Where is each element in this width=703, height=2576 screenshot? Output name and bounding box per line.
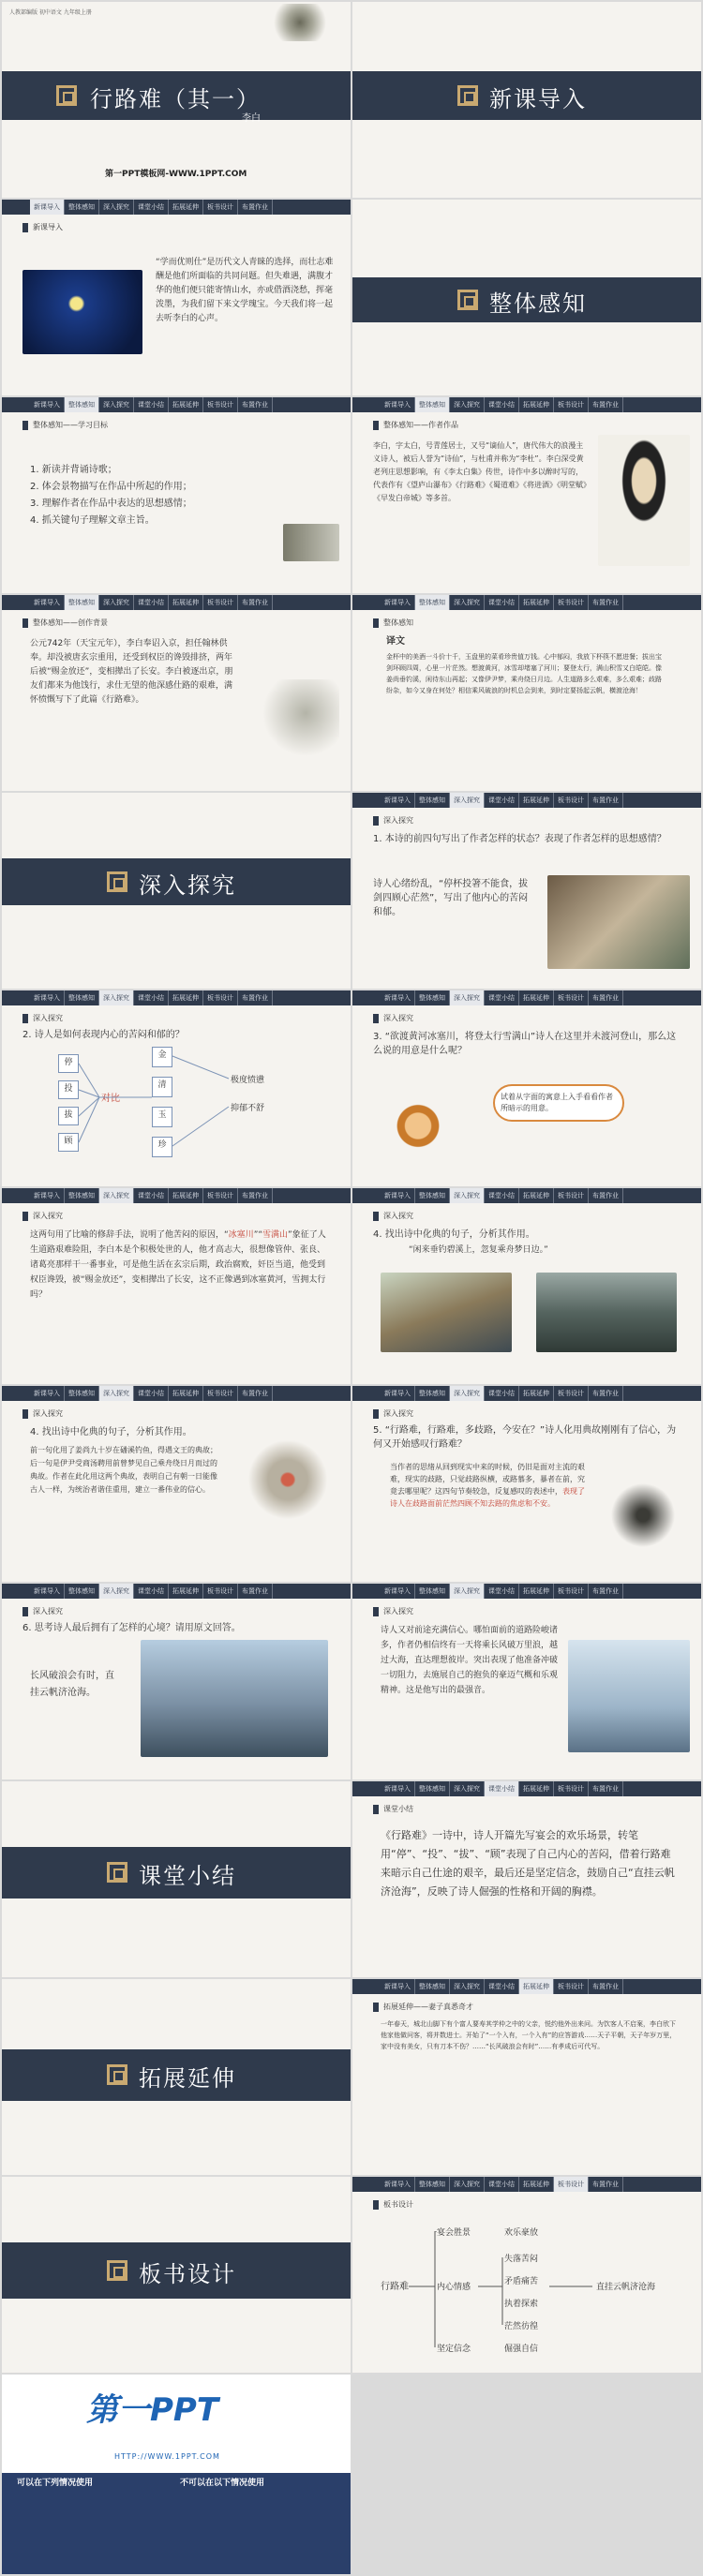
boat-river-image: [536, 1273, 677, 1352]
slide-q3[interactable]: [352, 990, 701, 1186]
slide-tag: 深入探究: [373, 816, 413, 826]
nav-item[interactable]: 拓展延伸: [519, 1386, 554, 1401]
nav-item[interactable]: 板书设计: [203, 1386, 238, 1401]
answer-text: ”“: [253, 1230, 263, 1240]
nav-item[interactable]: 布置作业: [238, 1188, 273, 1203]
board-branch: 坚定信念: [437, 2345, 471, 2354]
slide-tag: 板书设计: [373, 2200, 413, 2210]
section-title: 课堂小结: [139, 1863, 236, 1889]
ad-right-title: 不可以在以下情况使用: [180, 2479, 265, 2488]
nav-item[interactable]: 拓展延伸: [169, 200, 203, 215]
nav-item[interactable]: 课堂小结: [485, 2177, 519, 2192]
banquet-painting: [547, 875, 690, 969]
question-text: 3. “欲渡黄河冰塞川，将登太行雪满山”诗人在这里并未渡河登山，那么这么说的用意是什么呢？: [373, 1032, 677, 1056]
nav-item[interactable]: 布置作业: [589, 1386, 623, 1401]
nav-item[interactable]: 课堂小结: [485, 1979, 519, 1994]
nav-item[interactable]: 新课导入: [381, 793, 415, 808]
nav-item[interactable]: 深入探究: [450, 1188, 485, 1203]
nav-item[interactable]: 整体感知: [65, 397, 99, 412]
nav-item[interactable]: 布置作业: [238, 1386, 273, 1401]
nav-item[interactable]: 课堂小结: [134, 990, 169, 1005]
board-branch: 宴会胜景: [437, 2228, 471, 2238]
nav-item[interactable]: 整体感知: [415, 397, 450, 412]
nav-item[interactable]: 板书设计: [554, 397, 589, 412]
nav-bar: [352, 1584, 701, 1599]
question-text: 4. 找出诗中化典的句子，分析其作用。: [373, 1229, 535, 1240]
sailing-ship-image: [141, 1640, 328, 1757]
plum-blossom-image: [236, 1423, 339, 1564]
lotus-ink-image: [255, 679, 339, 764]
answer-text: 前一句化用了姜尚九十岁在磻溪钓鱼，得遇文王的典故；后一句是伊尹受商汤聘用前曾梦见自己乘舟绕日月而过的典故。作者在此化用这两个典故，表明自己有朝一日能像古人一样，为统治者谐佳重用，建立一番伟业的信心。: [30, 1446, 217, 1494]
verb-box: 停: [58, 1054, 79, 1073]
verb-box: 拔: [58, 1107, 79, 1125]
slide-intro[interactable]: [2, 200, 351, 395]
ad-left-title: 可以在下列情况使用: [17, 2479, 94, 2488]
nav-item[interactable]: 拓展延伸: [169, 1386, 203, 1401]
answer-text: 当作者的思绪从回到现实中来的时候，仍旧是面对主流的艰难，现实的歧路，只觉歧路纵横，或路慕多，暴者在前，究竟去哪里呢？这四句节奏较急，反复感叹的表述中，: [390, 1463, 585, 1496]
slide-tag: 拓展延伸——妻子真悉奇才: [373, 2003, 473, 2012]
nav-item[interactable]: 新课导入: [381, 1584, 415, 1599]
goal-item: 3. 理解作者在作品中表达的思想感情；: [30, 499, 192, 509]
nav-item[interactable]: 新课导入: [30, 595, 65, 610]
nav-bar: [352, 1188, 701, 1203]
nav-item[interactable]: 拓展延伸: [519, 397, 554, 412]
section-title: 板书设计: [139, 2261, 236, 2287]
story-text: 一年春天，城北山脚下有个富人要寿其学仲之中的父亲，悦约他外出来问。为饮客人不启案，李白欣下他家他做问客，将并数进士。开始了“一个入有，一个入有”的应答游戏……天子平朝，天子年岁万里，家中没有美女，只有刀本不伤？……“长风破浪会有时”……有孝成后可代写。: [381, 2020, 677, 2050]
hint-bubble: 试着从字面的寓意上入手看看作者所暗示的用意。: [493, 1084, 624, 1122]
nav-item[interactable]: 新课导入: [381, 1979, 415, 1994]
ppt-url[interactable]: HTTP://WWW.1PPT.COM: [114, 2452, 220, 2461]
ppt-logo: 第一PPT: [86, 2391, 219, 2429]
nav-bar: [352, 2177, 701, 2192]
nav-item[interactable]: 深入探究: [99, 595, 134, 610]
nav-bar: [352, 595, 701, 610]
relation-lines: [77, 1047, 236, 1159]
nav-item[interactable]: 拓展延伸: [519, 793, 554, 808]
knot-icon: [457, 85, 478, 106]
site-watermark: 第一PPT模板网-WWW.1PPT.COM: [105, 170, 247, 179]
slide-extend[interactable]: [352, 1979, 701, 2175]
nav-bar: [2, 1584, 351, 1599]
nav-item[interactable]: 新课导入: [30, 397, 65, 412]
slide-section-deep[interactable]: [2, 793, 351, 989]
knot-icon: [107, 871, 127, 892]
nav-item[interactable]: 布置作业: [238, 200, 273, 215]
slide-q1[interactable]: [352, 793, 701, 989]
verb-box: 投: [58, 1080, 79, 1099]
nav-item[interactable]: 深入探究: [450, 793, 485, 808]
nav-item[interactable]: 布置作业: [589, 595, 623, 610]
plum-branch-image: [598, 1470, 688, 1560]
nav-bar: [2, 1386, 351, 1401]
board-leaf: 茫然彷徨: [504, 2322, 539, 2331]
cartoon-kid-image: [390, 1103, 446, 1169]
slide-translation[interactable]: [352, 595, 701, 791]
slide-tag: 新课导入: [22, 223, 63, 232]
slide-q5[interactable]: [352, 1386, 701, 1582]
nav-item[interactable]: 新课导入: [381, 595, 415, 610]
nav-item[interactable]: 拓展延伸: [169, 1584, 203, 1599]
slide-tag: 深入探究: [22, 1014, 63, 1023]
summary-text: 《行路难》一诗中，诗人开篇先写宴会的欢乐场景，转笔用“停”、“投”、“拔”、“顾”表现了自己内心的苦闷，借着行路难来暗示自己仕途的艰辛，最后还是坚定信念，鼓励自己“直挂云帆济沧海”，反映了诗人倔强的性格和开阔的胸襟。: [381, 1829, 675, 1898]
noun-box: 玉: [152, 1107, 172, 1127]
nav-item[interactable]: 板书设计: [554, 2177, 589, 2192]
question-text: 5. “行路难，行路难，多歧路，今安在？”诗人化用典故刚刚有了信心，为何又开始感叹行路难？: [373, 1425, 677, 1450]
nav-item[interactable]: 课堂小结: [485, 1584, 519, 1599]
nav-item[interactable]: 整体感知: [65, 1584, 99, 1599]
section-title: 整体感知: [489, 290, 587, 317]
slide-tag: 整体感知——学习目标: [22, 421, 108, 430]
nav-item[interactable]: 课堂小结: [485, 1781, 519, 1796]
board-root: 行路难: [381, 2282, 409, 2292]
nav-bar: [352, 397, 701, 412]
slide-tag: 深入探究: [22, 1409, 63, 1419]
nav-bar: [2, 1188, 351, 1203]
nav-item[interactable]: 整体感知: [415, 1188, 450, 1203]
nav-item[interactable]: 深入探究: [450, 397, 485, 412]
question-text: 1. 本诗的前四句写出了作者怎样的状态？表现了作者怎样的思想感情？: [373, 834, 666, 844]
intro-text: “学而优则仕”是历代文人青睐的选择，而壮志难酬是他们所面临的共同问题。但失难遇，满腹才华的他们便只能寄情山水，亦或借酒浇愁，挥毫泼墨，为我们留下来文学瑰宝。今天我们将一起去听李白的心声。: [156, 258, 334, 323]
nav-item[interactable]: 新课导入: [381, 2177, 415, 2192]
highlight-text: 表现了诗人在歧路面前茫然四顾不知去路的焦虑和不安。: [390, 1487, 585, 1508]
slide-summary[interactable]: [352, 1781, 701, 1977]
answer-text: 这两句用了比喻的修辞手法，说明了他苦闷的原因，“: [30, 1230, 229, 1240]
slide-section-overview[interactable]: [352, 200, 701, 395]
nav-item[interactable]: 布置作业: [238, 397, 273, 412]
nav-item[interactable]: 深入探究: [99, 200, 134, 215]
author-text: 李白，字太白，号青莲居士，又号“谪仙人”，唐代伟大的浪漫主义诗人，被后人誉为“诗仙”，与杜甫并称为“李杜”。李白深受黄老列庄思想影响，有《李太白集》传世，诗作中多以醉时写的，代表作有《望庐山瀑布》《行路难》《蜀道难》《将进酒》《明堂赋》《早发白帝城》等多首。: [373, 441, 587, 502]
slide-author[interactable]: [352, 397, 701, 593]
nav-item[interactable]: 整体感知: [65, 595, 99, 610]
nav-item[interactable]: 深入探究: [450, 1584, 485, 1599]
nav-item[interactable]: 拓展延伸: [169, 1188, 203, 1203]
nav-item[interactable]: 布置作业: [589, 397, 623, 412]
nav-item[interactable]: 整体感知: [65, 1386, 99, 1401]
noun-box: 珍: [152, 1137, 172, 1157]
nav-item[interactable]: 课堂小结: [485, 793, 519, 808]
nav-item[interactable]: 深入探究: [450, 595, 485, 610]
nav-item[interactable]: 新课导入: [381, 397, 415, 412]
nav-item[interactable]: 课堂小结: [134, 200, 169, 215]
nav-bar: [2, 990, 351, 1005]
nav-item[interactable]: 布置作业: [238, 595, 273, 610]
nav-item[interactable]: 整体感知: [415, 1584, 450, 1599]
nav-bar: [352, 990, 701, 1005]
slide-q2[interactable]: [2, 990, 351, 1186]
section-title: 新课导入: [489, 86, 587, 112]
nav-item[interactable]: 新课导入: [30, 1188, 65, 1203]
question-text: 6. 思考诗人最后拥有了怎样的心境？请用原文回答。: [22, 1623, 241, 1633]
nav-item[interactable]: 板书设计: [554, 1386, 589, 1401]
ad-slide[interactable]: [2, 2375, 351, 2574]
nav-item[interactable]: 课堂小结: [485, 1386, 519, 1401]
highlight-text: 雪满山: [262, 1230, 289, 1240]
nav-item[interactable]: 布置作业: [589, 793, 623, 808]
plum-branch-decoration: [274, 4, 339, 41]
nav-item[interactable]: 新课导入: [381, 1781, 415, 1796]
board-lines: [409, 2231, 596, 2353]
nav-item[interactable]: 整体感知: [415, 793, 450, 808]
nav-item[interactable]: 拓展延伸: [519, 1979, 554, 1994]
nav-item[interactable]: 拓展延伸: [169, 595, 203, 610]
nav-item[interactable]: 课堂小结: [485, 595, 519, 610]
knot-icon: [107, 2260, 127, 2281]
slide-tag: 整体感知——作者作品: [373, 421, 458, 430]
slide-section-extend[interactable]: [2, 1979, 351, 2175]
nav-item[interactable]: 课堂小结: [134, 595, 169, 610]
slide-tag: 课堂小结: [373, 1805, 413, 1814]
nav-item[interactable]: 整体感知: [415, 1979, 450, 1994]
answer-text: 长风破浪会有时，直挂云帆济沧海。: [30, 1671, 114, 1698]
knot-icon: [457, 290, 478, 310]
nav-item[interactable]: 整体感知: [415, 2177, 450, 2192]
slide-q4[interactable]: [352, 1188, 701, 1384]
nav-item[interactable]: 整体感知: [415, 1386, 450, 1401]
nav-item[interactable]: 板书设计: [203, 200, 238, 215]
nav-item[interactable]: 拓展延伸: [519, 1188, 554, 1203]
nav-item[interactable]: 布置作业: [589, 2177, 623, 2192]
nav-item[interactable]: 新课导入: [381, 990, 415, 1005]
nav-item[interactable]: 拓展延伸: [169, 990, 203, 1005]
nav-item[interactable]: 布置作业: [589, 1979, 623, 1994]
slide-tag: 深入探究: [373, 1409, 413, 1419]
slide-section-intro[interactable]: [352, 2, 701, 198]
board-leaf: 矛盾痛苦: [504, 2277, 539, 2286]
nav-item[interactable]: 新课导入: [30, 1386, 65, 1401]
nav-item[interactable]: 课堂小结: [134, 1386, 169, 1401]
noun-box: 清: [152, 1077, 172, 1097]
nav-item[interactable]: 板书设计: [554, 793, 589, 808]
goal-item: 2. 体会景物描写在作品中所起的作用；: [30, 482, 192, 492]
slide-background[interactable]: [2, 595, 351, 791]
nav-item[interactable]: 板书设计: [554, 1979, 589, 1994]
answer-paragraph: [30, 1228, 330, 1303]
slide-q3-answer[interactable]: [2, 1188, 351, 1384]
nav-item[interactable]: 板书设计: [203, 1584, 238, 1599]
nav-item[interactable]: 深入探究: [450, 990, 485, 1005]
board-result: 直挂云帆济沧海: [596, 2283, 656, 2292]
nav-item[interactable]: 新课导入: [30, 1584, 65, 1599]
slide-tag: 整体感知: [373, 618, 413, 628]
nav-item[interactable]: 拓展延伸: [519, 990, 554, 1005]
brand-text: 人教部编版 初中语文 九年级上册: [9, 9, 92, 16]
section-title: 深入探究: [139, 872, 236, 899]
answer-text: 诗人又对前途充满信心。哪怕面前的道路险峻诸多，作者仍相信终有一天将乘长风破万里浪，越过大海，直达理想彼岸。突出表现了他准备冲破一切阻力，去施展自己的抱负的豪迈气概和乐观精神。这是他写出的最强音。: [381, 1626, 559, 1695]
nav-item[interactable]: 布置作业: [589, 1781, 623, 1796]
board-leaf: 倔强自信: [504, 2345, 539, 2354]
slide-board[interactable]: [352, 2177, 701, 2373]
nav-item[interactable]: 板书设计: [554, 1188, 589, 1203]
nav-item[interactable]: 课堂小结: [134, 1188, 169, 1203]
nav-item[interactable]: 深入探究: [99, 397, 134, 412]
nav-item[interactable]: 布置作业: [589, 990, 623, 1005]
main-title: 行路难（其一）: [90, 86, 261, 112]
nav-item[interactable]: 整体感知: [415, 1781, 450, 1796]
board-leaf: 失落苦闷: [504, 2255, 539, 2264]
nav-item[interactable]: 板书设计: [203, 1188, 238, 1203]
translation-text: 金杯中的美酒一斗价十千，玉盘里的菜肴珍贵值万钱。心中郁闷，我放下杯筷不愿进餐；拔出宝剑环顾四周，心里一片茫然。想渡黄河，冰雪却堵塞了河川；要登太行，满山积雪又白皑皑。像姜尚垂钓溪，闲待东山再起；又像伊尹梦，乘舟绕日月边。人生道路多么艰难，多么艰难；歧路纷杂，如今又身在何处？相信乘风破浪的时机总会到来，到时定要扬起云帆，横渡沧海！: [386, 653, 662, 694]
goal-item: 1. 新读并背诵诗歌；: [30, 465, 117, 475]
nav-item[interactable]: 拓展延伸: [519, 1584, 554, 1599]
nav-item[interactable]: 深入探究: [99, 1386, 134, 1401]
nav-item[interactable]: 课堂小结: [134, 397, 169, 412]
nav-item[interactable]: 新课导入: [381, 1386, 415, 1401]
nav-item[interactable]: 深入探究: [450, 1386, 485, 1401]
li-bai-portrait: [598, 435, 690, 566]
nav-bar: [2, 200, 351, 215]
highlight-text: 冰塞川: [228, 1230, 254, 1240]
nav-item[interactable]: 整体感知: [415, 595, 450, 610]
nav-item[interactable]: 深入探究: [450, 1979, 485, 1994]
translation-heading: 译文: [386, 636, 405, 647]
nav-item[interactable]: 整体感知: [65, 200, 99, 215]
quote-text: “闲来垂钓碧溪上，忽复乘舟梦日边。”: [409, 1245, 548, 1255]
nav-item[interactable]: 布置作业: [238, 1584, 273, 1599]
question-text: 4. 找出诗中化典的句子，分析其作用。: [30, 1427, 192, 1437]
answer-text: ”象征了人生道路艰难险阻，李白本是个积极处世的人，他才高志大，很想像管仲、张良、诸葛亮那样干一番事业，可是他生活在玄宗后期，政治腐败，奸臣当道，他受到权臣谗毁，被“赐金放还”，变相撵出了长安，这不正像遇到冰塞黄河，雪拥太行吗？: [30, 1230, 326, 1300]
nav-item[interactable]: 整体感知: [415, 990, 450, 1005]
nav-item[interactable]: 布置作业: [238, 990, 273, 1005]
nav-item[interactable]: 板书设计: [203, 397, 238, 412]
nav-item[interactable]: 课堂小结: [485, 990, 519, 1005]
nav-bar: [352, 1979, 701, 1994]
slide-title[interactable]: [2, 2, 351, 198]
nav-item[interactable]: 拓展延伸: [519, 595, 554, 610]
knot-icon: [56, 85, 77, 106]
slide-tag: 深入探究: [22, 1607, 63, 1616]
noun-box: 金: [152, 1047, 172, 1067]
nav-item[interactable]: 深入探究: [450, 2177, 485, 2192]
slide-tag: 深入探究: [373, 1607, 413, 1616]
nav-item[interactable]: 课堂小结: [134, 1584, 169, 1599]
nav-item[interactable]: 新课导入: [30, 990, 65, 1005]
nav-item[interactable]: 整体感知: [65, 990, 99, 1005]
moon-night-image: [22, 270, 142, 354]
answer-paragraph: [390, 1461, 587, 1510]
slide-tag: 深入探究: [373, 1014, 413, 1023]
answer-text: 诗人心绪纷乱，“停杯投箸不能食，拔剑四顾心茫然”，写出了他内心的苦闷和郁。: [373, 879, 529, 917]
verb-box: 顾: [58, 1133, 79, 1152]
fishing-painting: [381, 1273, 512, 1352]
nav-item[interactable]: 深入探究: [99, 1188, 134, 1203]
author-name: 李白: [242, 113, 261, 124]
boat-ink-image: [283, 524, 339, 561]
nav-item[interactable]: 板书设计: [203, 990, 238, 1005]
question-text: 2. 诗人是如何表现内心的苦闷和郁的？: [22, 1030, 185, 1040]
nav-item[interactable]: 板书设计: [554, 1584, 589, 1599]
slide-section-summary[interactable]: [2, 1781, 351, 1977]
slide-tag: 深入探究: [373, 1212, 413, 1221]
background-text: 公元742年（天宝元年），李白奉诏入京，担任翰林供奉。却没被唐玄宗重用，还受到权臣的谗毁排挤，两年后被“赐金放还”，变相撵出了长安。李白被逐出京，朋友们都来为他饯行，求仕无望的他深感仕路的艰难，满怀愤慨写下了此篇《行路难》。: [30, 639, 233, 705]
nav-bar: [352, 1781, 701, 1796]
slide-q4-answer[interactable]: [2, 1386, 351, 1582]
nav-item[interactable]: 课堂小结: [485, 397, 519, 412]
nav-item[interactable]: 深入探究: [99, 1584, 134, 1599]
sailing-ship-image: [568, 1640, 690, 1752]
nav-item[interactable]: 板书设计: [554, 595, 589, 610]
contrast-label: 对比: [101, 1094, 120, 1104]
board-branch: 内心情感: [437, 2283, 471, 2292]
nav-item[interactable]: 板书设计: [554, 1781, 589, 1796]
nav-item[interactable]: 布置作业: [589, 1188, 623, 1203]
slide-tag: 深入探究: [22, 1212, 63, 1221]
nav-item[interactable]: 拓展延伸: [519, 1781, 554, 1796]
board-leaf: 执着探索: [504, 2300, 539, 2309]
nav-item[interactable]: 拓展延伸: [519, 2177, 554, 2192]
nav-bar: [352, 793, 701, 808]
nav-bar: [352, 1386, 701, 1401]
slide-q6[interactable]: [2, 1584, 351, 1779]
nav-item[interactable]: 深入探究: [450, 1781, 485, 1796]
nav-item[interactable]: 整体感知: [65, 1188, 99, 1203]
slide-q6-answer[interactable]: [352, 1584, 701, 1779]
knot-icon: [107, 1862, 127, 1883]
nav-item[interactable]: 布置作业: [589, 1584, 623, 1599]
slide-section-board[interactable]: [2, 2177, 351, 2373]
nav-bar: [2, 397, 351, 412]
goal-item: 4. 抓关键句子理解文章主旨。: [30, 515, 155, 526]
result-text: 抑郁不舒: [231, 1104, 265, 1113]
nav-item[interactable]: 拓展延伸: [169, 397, 203, 412]
board-leaf: 欢乐豪放: [504, 2228, 539, 2238]
slide-tag: 整体感知——创作背景: [22, 618, 108, 628]
nav-item[interactable]: 深入探究: [99, 990, 134, 1005]
result-text: 极度愤懑: [231, 1076, 265, 1085]
section-title: 拓展延伸: [139, 2065, 236, 2092]
nav-item[interactable]: 新课导入: [381, 1188, 415, 1203]
slide-goals[interactable]: [2, 397, 351, 593]
nav-item[interactable]: 新课导入: [30, 200, 65, 215]
nav-item[interactable]: 课堂小结: [485, 1188, 519, 1203]
nav-item[interactable]: 板书设计: [554, 990, 589, 1005]
nav-bar: [2, 595, 351, 610]
nav-item[interactable]: 板书设计: [203, 595, 238, 610]
knot-icon: [107, 2064, 127, 2085]
